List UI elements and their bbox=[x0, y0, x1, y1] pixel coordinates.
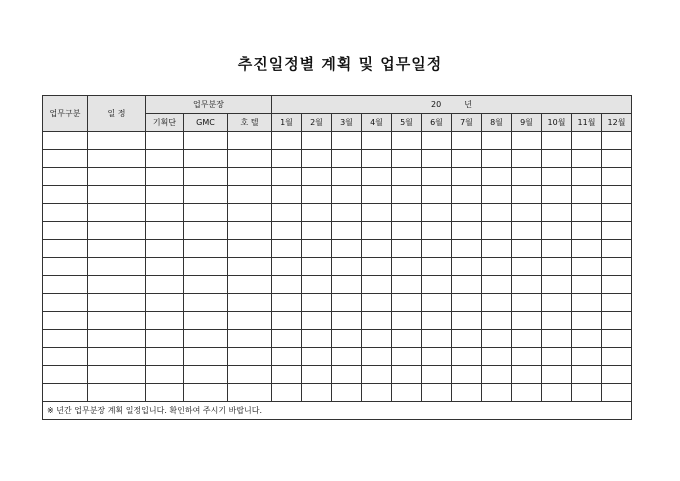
table-cell[interactable] bbox=[146, 384, 184, 402]
table-cell[interactable] bbox=[452, 384, 482, 402]
table-cell[interactable] bbox=[542, 168, 572, 186]
table-cell[interactable] bbox=[422, 384, 452, 402]
table-cell[interactable] bbox=[542, 312, 572, 330]
table-row bbox=[43, 168, 632, 186]
table-cell[interactable] bbox=[43, 132, 88, 150]
table-cell[interactable] bbox=[146, 276, 184, 294]
table-cell[interactable] bbox=[302, 276, 332, 294]
table-cell[interactable] bbox=[512, 132, 542, 150]
table-cell[interactable] bbox=[512, 186, 542, 204]
table-cell[interactable] bbox=[392, 366, 422, 384]
table-cell[interactable] bbox=[392, 294, 422, 312]
table-cell[interactable] bbox=[512, 312, 542, 330]
table-cell[interactable] bbox=[228, 150, 272, 168]
header-division-col: 호 텔 bbox=[228, 114, 272, 132]
table-cell[interactable] bbox=[392, 168, 422, 186]
header-month: 2월 bbox=[302, 114, 332, 132]
table-cell[interactable] bbox=[482, 276, 512, 294]
table-cell[interactable] bbox=[482, 222, 512, 240]
table-cell[interactable] bbox=[43, 240, 88, 258]
table-cell[interactable] bbox=[482, 132, 512, 150]
table-cell[interactable] bbox=[88, 366, 146, 384]
table-cell[interactable] bbox=[512, 258, 542, 276]
table-cell[interactable] bbox=[602, 330, 632, 348]
table-cell[interactable] bbox=[512, 276, 542, 294]
table-cell[interactable] bbox=[184, 168, 228, 186]
table-cell[interactable] bbox=[184, 240, 228, 258]
table-cell[interactable] bbox=[422, 204, 452, 222]
header-year bbox=[272, 96, 632, 114]
table-cell[interactable] bbox=[362, 132, 392, 150]
table-cell[interactable] bbox=[482, 312, 512, 330]
table-cell[interactable] bbox=[228, 384, 272, 402]
header-month: 1월 bbox=[272, 114, 302, 132]
table-cell[interactable] bbox=[302, 384, 332, 402]
header-division-col: 기획단 bbox=[146, 114, 184, 132]
table-cell[interactable] bbox=[88, 168, 146, 186]
table-cell[interactable] bbox=[602, 168, 632, 186]
table-cell[interactable] bbox=[272, 186, 302, 204]
table-cell[interactable] bbox=[43, 222, 88, 240]
header-month: 12월 bbox=[602, 114, 632, 132]
table-cell[interactable] bbox=[362, 204, 392, 222]
table-cell[interactable] bbox=[302, 222, 332, 240]
table-cell[interactable] bbox=[302, 240, 332, 258]
table-cell[interactable] bbox=[184, 366, 228, 384]
table-cell[interactable] bbox=[302, 204, 332, 222]
table-cell[interactable] bbox=[362, 240, 392, 258]
table-cell[interactable] bbox=[228, 186, 272, 204]
table-cell[interactable] bbox=[482, 384, 512, 402]
table-cell[interactable] bbox=[572, 240, 602, 258]
table-cell[interactable] bbox=[602, 204, 632, 222]
table-cell[interactable] bbox=[184, 186, 228, 204]
table-row bbox=[43, 204, 632, 222]
table-cell[interactable] bbox=[184, 294, 228, 312]
table-cell[interactable] bbox=[422, 348, 452, 366]
table-cell[interactable] bbox=[392, 384, 422, 402]
table-cell[interactable] bbox=[542, 204, 572, 222]
table-cell[interactable] bbox=[422, 132, 452, 150]
table-cell[interactable] bbox=[512, 204, 542, 222]
header-month: 9월 bbox=[512, 114, 542, 132]
table-cell[interactable] bbox=[362, 366, 392, 384]
table-cell[interactable] bbox=[392, 258, 422, 276]
table-cell[interactable] bbox=[422, 294, 452, 312]
table-cell[interactable] bbox=[512, 330, 542, 348]
table-cell[interactable] bbox=[482, 258, 512, 276]
table-cell[interactable] bbox=[422, 258, 452, 276]
table-cell[interactable] bbox=[43, 312, 88, 330]
table-cell[interactable] bbox=[482, 168, 512, 186]
header-schedule: 일 정 bbox=[88, 96, 146, 132]
table-cell[interactable] bbox=[392, 348, 422, 366]
table-cell[interactable] bbox=[332, 294, 362, 312]
table-cell[interactable] bbox=[572, 186, 602, 204]
table-cell[interactable] bbox=[542, 186, 572, 204]
table-cell[interactable] bbox=[146, 204, 184, 222]
table-cell[interactable] bbox=[452, 294, 482, 312]
table-cell[interactable] bbox=[452, 132, 482, 150]
table-cell[interactable] bbox=[602, 222, 632, 240]
table-cell[interactable] bbox=[362, 222, 392, 240]
table-cell[interactable] bbox=[422, 312, 452, 330]
table-cell[interactable] bbox=[332, 330, 362, 348]
table-cell[interactable] bbox=[332, 132, 362, 150]
table-cell[interactable] bbox=[43, 168, 88, 186]
table-cell[interactable] bbox=[228, 240, 272, 258]
table-cell[interactable] bbox=[602, 276, 632, 294]
table-cell[interactable] bbox=[452, 366, 482, 384]
table-cell[interactable] bbox=[332, 168, 362, 186]
table-cell[interactable] bbox=[88, 384, 146, 402]
table-cell[interactable] bbox=[146, 222, 184, 240]
table-cell[interactable] bbox=[332, 276, 362, 294]
table-cell[interactable] bbox=[452, 186, 482, 204]
table-cell[interactable] bbox=[482, 186, 512, 204]
table-cell[interactable] bbox=[482, 294, 512, 312]
table-cell[interactable] bbox=[602, 384, 632, 402]
table-cell[interactable] bbox=[272, 240, 302, 258]
table-row bbox=[43, 294, 632, 312]
table-cell[interactable] bbox=[542, 276, 572, 294]
table-cell[interactable] bbox=[572, 312, 602, 330]
table-cell[interactable] bbox=[43, 348, 88, 366]
year-prefix: 20 bbox=[431, 100, 442, 109]
table-cell[interactable] bbox=[392, 132, 422, 150]
table-cell[interactable] bbox=[88, 132, 146, 150]
table-cell[interactable] bbox=[482, 204, 512, 222]
table-cell[interactable] bbox=[272, 384, 302, 402]
table-row bbox=[43, 186, 632, 204]
table-cell[interactable] bbox=[302, 312, 332, 330]
table-cell[interactable] bbox=[422, 168, 452, 186]
table-cell[interactable] bbox=[572, 132, 602, 150]
table-cell[interactable] bbox=[602, 348, 632, 366]
table-cell[interactable] bbox=[146, 150, 184, 168]
table-cell[interactable] bbox=[422, 276, 452, 294]
table-cell[interactable] bbox=[146, 186, 184, 204]
table-cell[interactable] bbox=[302, 294, 332, 312]
table-cell[interactable] bbox=[332, 240, 362, 258]
table-cell[interactable] bbox=[392, 150, 422, 168]
table-cell[interactable] bbox=[572, 348, 602, 366]
table-row bbox=[43, 276, 632, 294]
table-cell[interactable] bbox=[272, 150, 302, 168]
table-cell[interactable] bbox=[88, 258, 146, 276]
table-cell[interactable] bbox=[43, 150, 88, 168]
table-cell[interactable] bbox=[272, 168, 302, 186]
table-cell[interactable] bbox=[302, 348, 332, 366]
table-cell[interactable] bbox=[572, 168, 602, 186]
table-cell[interactable] bbox=[362, 258, 392, 276]
table-cell[interactable] bbox=[362, 312, 392, 330]
table-cell[interactable] bbox=[272, 312, 302, 330]
table-cell[interactable] bbox=[228, 276, 272, 294]
header-month: 11월 bbox=[572, 114, 602, 132]
table-cell[interactable] bbox=[184, 150, 228, 168]
table-cell[interactable] bbox=[272, 132, 302, 150]
footnote: ※ 년간 업무분장 계획 일정입니다. 확인하여 주시기 바랍니다. bbox=[43, 402, 632, 420]
table-cell[interactable] bbox=[422, 330, 452, 348]
table-cell[interactable] bbox=[43, 258, 88, 276]
table-cell[interactable] bbox=[572, 366, 602, 384]
table-cell[interactable] bbox=[302, 366, 332, 384]
table-cell[interactable] bbox=[332, 150, 362, 168]
table-cell[interactable] bbox=[512, 240, 542, 258]
table-cell[interactable] bbox=[43, 366, 88, 384]
table-cell[interactable] bbox=[482, 150, 512, 168]
table-cell[interactable] bbox=[302, 186, 332, 204]
table-cell[interactable] bbox=[542, 150, 572, 168]
table-cell[interactable] bbox=[146, 258, 184, 276]
table-cell[interactable] bbox=[302, 150, 332, 168]
table-cell[interactable] bbox=[452, 348, 482, 366]
table-cell[interactable] bbox=[184, 276, 228, 294]
table-cell[interactable] bbox=[602, 294, 632, 312]
table-cell[interactable] bbox=[392, 240, 422, 258]
table-cell[interactable] bbox=[362, 168, 392, 186]
table-cell[interactable] bbox=[228, 258, 272, 276]
table-cell[interactable] bbox=[43, 276, 88, 294]
header-month: 7월 bbox=[452, 114, 482, 132]
table-cell[interactable] bbox=[572, 276, 602, 294]
table-cell[interactable] bbox=[602, 240, 632, 258]
table-cell[interactable] bbox=[184, 312, 228, 330]
table-cell[interactable] bbox=[332, 312, 362, 330]
table-cell[interactable] bbox=[602, 150, 632, 168]
table-cell[interactable] bbox=[146, 330, 184, 348]
table-cell[interactable] bbox=[452, 204, 482, 222]
table-row bbox=[43, 258, 632, 276]
table-cell[interactable] bbox=[88, 150, 146, 168]
table-cell[interactable] bbox=[43, 384, 88, 402]
document-title: 추진일정별 계획 및 업무일정 bbox=[237, 55, 443, 73]
table-cell[interactable] bbox=[572, 294, 602, 312]
header-month: 8월 bbox=[482, 114, 512, 132]
table-cell[interactable] bbox=[542, 222, 572, 240]
table-cell[interactable] bbox=[482, 240, 512, 258]
table-cell[interactable] bbox=[88, 186, 146, 204]
table-cell[interactable] bbox=[572, 150, 602, 168]
table-cell[interactable] bbox=[542, 294, 572, 312]
table-cell[interactable] bbox=[422, 186, 452, 204]
table-cell[interactable] bbox=[452, 276, 482, 294]
table-row bbox=[43, 222, 632, 240]
table-cell[interactable] bbox=[332, 186, 362, 204]
table-cell[interactable] bbox=[422, 222, 452, 240]
table-cell[interactable] bbox=[146, 168, 184, 186]
table-cell[interactable] bbox=[302, 132, 332, 150]
table-row bbox=[43, 384, 632, 402]
table-cell[interactable] bbox=[392, 222, 422, 240]
table-cell[interactable] bbox=[392, 186, 422, 204]
header-division-col: GMC bbox=[184, 114, 228, 132]
table-row bbox=[43, 240, 632, 258]
header-category: 업무구분 bbox=[43, 96, 88, 132]
table-cell[interactable] bbox=[332, 348, 362, 366]
table-cell[interactable] bbox=[146, 240, 184, 258]
table-cell[interactable] bbox=[602, 132, 632, 150]
table-cell[interactable] bbox=[88, 276, 146, 294]
table-cell[interactable] bbox=[88, 330, 146, 348]
table-cell[interactable] bbox=[482, 366, 512, 384]
table-cell[interactable] bbox=[452, 150, 482, 168]
table-cell[interactable] bbox=[572, 222, 602, 240]
table-cell[interactable] bbox=[184, 348, 228, 366]
table-cell[interactable] bbox=[228, 222, 272, 240]
table-cell[interactable] bbox=[362, 186, 392, 204]
table-cell[interactable] bbox=[542, 366, 572, 384]
table-cell[interactable] bbox=[146, 348, 184, 366]
table-cell[interactable] bbox=[362, 330, 392, 348]
table-cell[interactable] bbox=[392, 312, 422, 330]
table-cell[interactable] bbox=[572, 384, 602, 402]
table-cell[interactable] bbox=[332, 384, 362, 402]
table-cell[interactable] bbox=[512, 168, 542, 186]
table-cell[interactable] bbox=[272, 330, 302, 348]
table-cell[interactable] bbox=[184, 258, 228, 276]
table-cell[interactable] bbox=[452, 168, 482, 186]
table-cell[interactable] bbox=[362, 294, 392, 312]
table-cell[interactable] bbox=[184, 330, 228, 348]
table-cell[interactable] bbox=[302, 258, 332, 276]
table-cell[interactable] bbox=[542, 240, 572, 258]
table-cell[interactable] bbox=[482, 330, 512, 348]
table-cell[interactable] bbox=[272, 294, 302, 312]
table-cell[interactable] bbox=[88, 348, 146, 366]
table-cell[interactable] bbox=[302, 168, 332, 186]
table-cell[interactable] bbox=[228, 204, 272, 222]
table-cell[interactable] bbox=[332, 222, 362, 240]
table-cell[interactable] bbox=[272, 348, 302, 366]
table-cell[interactable] bbox=[43, 186, 88, 204]
table-cell[interactable] bbox=[184, 222, 228, 240]
table-cell[interactable] bbox=[392, 330, 422, 348]
table-cell[interactable] bbox=[542, 258, 572, 276]
table-cell[interactable] bbox=[332, 258, 362, 276]
table-cell[interactable] bbox=[602, 258, 632, 276]
table-row bbox=[43, 132, 632, 150]
table-cell[interactable] bbox=[228, 312, 272, 330]
table-cell[interactable] bbox=[362, 150, 392, 168]
table-cell[interactable] bbox=[146, 366, 184, 384]
table-cell[interactable] bbox=[422, 240, 452, 258]
table-cell[interactable] bbox=[88, 294, 146, 312]
table-cell[interactable] bbox=[512, 150, 542, 168]
header-month: 3월 bbox=[332, 114, 362, 132]
table-cell[interactable] bbox=[228, 168, 272, 186]
table-cell[interactable] bbox=[184, 204, 228, 222]
header-division: 업무분장 bbox=[146, 96, 272, 114]
table-cell[interactable] bbox=[272, 276, 302, 294]
table-cell[interactable] bbox=[43, 294, 88, 312]
header-month: 6월 bbox=[422, 114, 452, 132]
table-cell[interactable] bbox=[184, 384, 228, 402]
table-cell[interactable] bbox=[602, 312, 632, 330]
table-cell[interactable] bbox=[422, 366, 452, 384]
table-cell[interactable] bbox=[146, 294, 184, 312]
table-cell[interactable] bbox=[452, 330, 482, 348]
table-cell[interactable] bbox=[146, 312, 184, 330]
table-cell[interactable] bbox=[392, 276, 422, 294]
table-cell[interactable] bbox=[512, 366, 542, 384]
table-cell[interactable] bbox=[332, 204, 362, 222]
schedule-table bbox=[42, 95, 632, 420]
table-cell[interactable] bbox=[422, 150, 452, 168]
table-cell[interactable] bbox=[88, 240, 146, 258]
table-cell[interactable] bbox=[452, 312, 482, 330]
table-cell[interactable] bbox=[452, 240, 482, 258]
table-cell[interactable] bbox=[572, 258, 602, 276]
table-cell[interactable] bbox=[272, 258, 302, 276]
table-cell[interactable] bbox=[542, 384, 572, 402]
table-row bbox=[43, 366, 632, 384]
table-cell[interactable] bbox=[542, 348, 572, 366]
table-cell[interactable] bbox=[512, 294, 542, 312]
table-cell[interactable] bbox=[88, 222, 146, 240]
table-cell[interactable] bbox=[272, 366, 302, 384]
table-cell[interactable] bbox=[184, 132, 228, 150]
table-cell[interactable] bbox=[572, 204, 602, 222]
header-month: 4월 bbox=[362, 114, 392, 132]
table-cell[interactable] bbox=[542, 330, 572, 348]
table-cell[interactable] bbox=[512, 222, 542, 240]
table-cell[interactable] bbox=[362, 384, 392, 402]
table-cell[interactable] bbox=[228, 366, 272, 384]
table-cell[interactable] bbox=[43, 204, 88, 222]
table-cell[interactable] bbox=[146, 132, 184, 150]
table-cell[interactable] bbox=[512, 384, 542, 402]
table-cell[interactable] bbox=[452, 258, 482, 276]
table-cell[interactable] bbox=[452, 222, 482, 240]
table-cell[interactable] bbox=[332, 366, 362, 384]
table-cell[interactable] bbox=[362, 348, 392, 366]
table-cell[interactable] bbox=[572, 330, 602, 348]
table-row bbox=[43, 150, 632, 168]
table-cell[interactable] bbox=[482, 348, 512, 366]
table-cell[interactable] bbox=[272, 222, 302, 240]
table-row bbox=[43, 312, 632, 330]
table-cell[interactable] bbox=[88, 204, 146, 222]
table-cell[interactable] bbox=[602, 186, 632, 204]
table-cell[interactable] bbox=[43, 330, 88, 348]
header-month: 10월 bbox=[542, 114, 572, 132]
header-month: 5월 bbox=[392, 114, 422, 132]
table-row bbox=[43, 330, 632, 348]
table-row bbox=[43, 348, 632, 366]
table-cell[interactable] bbox=[228, 330, 272, 348]
table-cell[interactable] bbox=[542, 132, 572, 150]
table-cell[interactable] bbox=[512, 348, 542, 366]
table-cell[interactable] bbox=[88, 312, 146, 330]
table-cell[interactable] bbox=[392, 204, 422, 222]
table-cell[interactable] bbox=[228, 132, 272, 150]
table-cell[interactable] bbox=[362, 276, 392, 294]
year-suffix: 년 bbox=[464, 100, 473, 109]
table-cell[interactable] bbox=[228, 294, 272, 312]
table-cell[interactable] bbox=[302, 330, 332, 348]
table-cell[interactable] bbox=[228, 348, 272, 366]
table-cell[interactable] bbox=[602, 366, 632, 384]
table-cell[interactable] bbox=[272, 204, 302, 222]
